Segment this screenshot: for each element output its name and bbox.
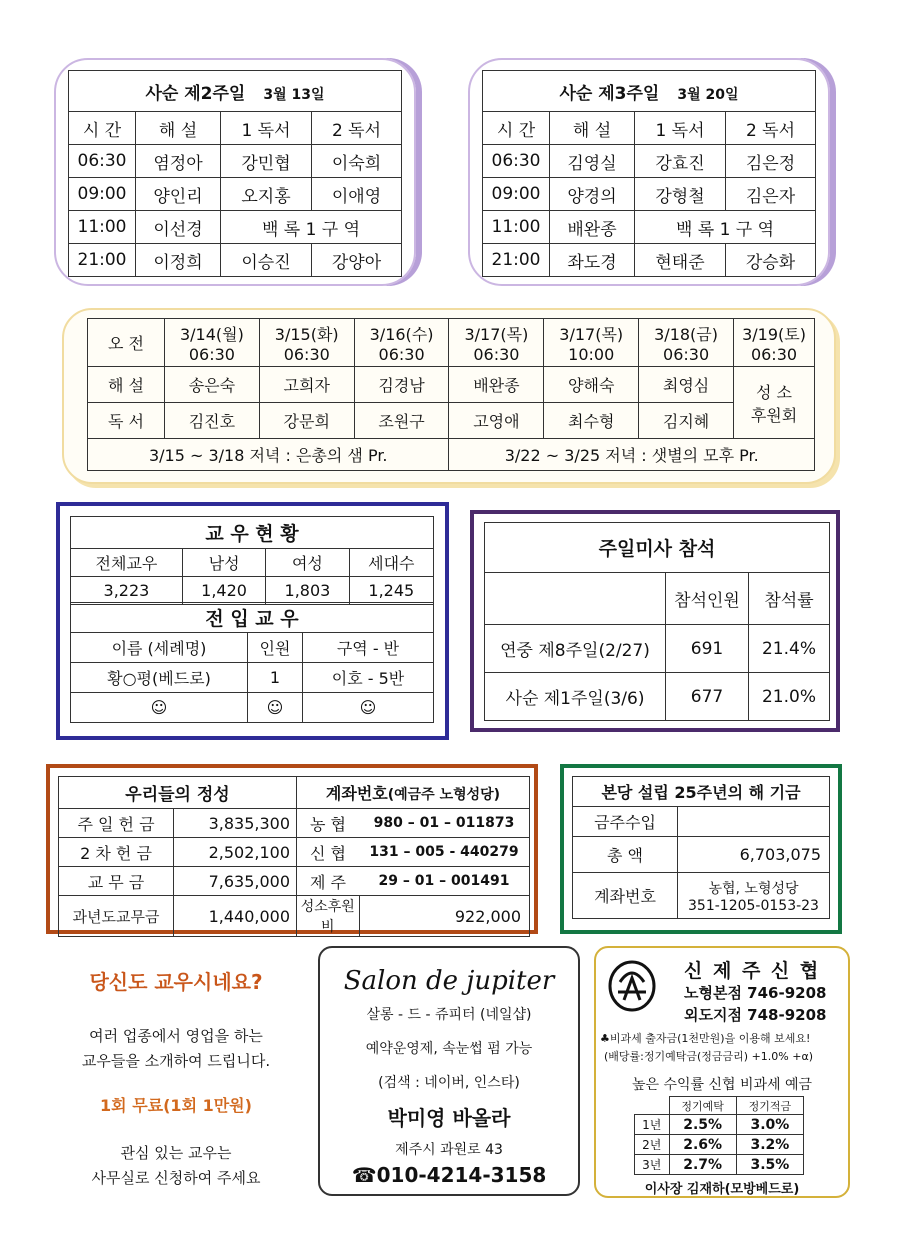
members-table: 교 우 현 황 전체교우 남성 여성 세대수 3,223 1,420 1,803 1,245 [70, 516, 434, 605]
table-row: 11:00 배완종 백 록 1 구 역 [483, 211, 816, 244]
promo-title: 당신도 교우시네요? [89, 970, 263, 994]
members-title: 교 우 현 황 [71, 517, 434, 549]
table-row: 11:00 이선경 백 록 1 구 역 [69, 211, 402, 244]
table-row: 과년도교무금 1,440,000 성소후원비 922,000 [59, 896, 530, 937]
table-row: 09:00 양경의 강형철 김은자 [483, 178, 816, 211]
fund-table: 본당 설립 25주년의 해 기금 금주수입 총 액 6,703,075 계좌번호 농협, 노형성당 351-1205-0153-23 [572, 776, 830, 919]
table-row: 21:00 좌도경 현태준 강승화 [483, 244, 816, 277]
header-reading2: 2 독서 [312, 112, 402, 145]
header-reading1: 1 독서 [221, 112, 312, 145]
table-row: 교 무 금 7,635,000 제 주 29 – 01 – 001491 [59, 867, 530, 896]
table-row: 21:00 이정희 이승진 강양아 [69, 244, 402, 277]
smiley-icon: ☺ [248, 693, 303, 723]
newcomer-title: 전 입 교 우 [71, 603, 434, 633]
shinhyup-ad: 신 제 주 신 협 노형본점 746-9208 외도지점 748-9208 ♣비과세 출자금(1천만원)을 이용해 보세요! (배당률:정기예탁금(정금금리) +1.0% +α) 높은 수익률 신협 비과세 예금 정기예탁 정기적금 1년 2.5% 3.0% 2년 2.6% 3.2% 3년 2.7% 3.5% 이사장 김재하(모방베드로) [594, 946, 850, 1198]
newcomer-table: 전 입 교 우 이름 (세례명) 인원 구역 - 반 황○평(베드로) 1 이호 - 5반 ☺ ☺ ☺ [70, 602, 434, 723]
weekday-schedule-table: 오 전 3/14(월) 06:30 3/15(화) 06:30 3/16(수) 06:30 3/17(목) 06:30 3/17(목) 10:00 3/18(금) 06:30 3/19(토) 06:30 해 설 송은숙 고희자 김경남 배완종 양해숙 최영심 성 소 후원회 독 서 김진호 강문희 조원구 고영애 최수형 김지혜 3/15 ~ 3/18 저녁 : 은총의 샘 Pr. 3/22 ~ 3/25 저녁 : 샛별의 모후 Pr. [87, 318, 815, 471]
salon-ad: Salon de jupiter 살롱 - 드 - 쥬피터 (네일샵) 예약운영제, 속눈썹 펌 가능 (검색 : 네이버, 인스타) 박미영 바올라 제주시 과원로 43 ☎010-4214-3158 [318, 946, 580, 1196]
sunday2-title: 사순 제2주일 3월 13일 [69, 71, 402, 112]
shinhyup-title: 신 제 주 신 협 [684, 960, 821, 982]
sunday2-schedule-table [68, 70, 402, 277]
sunday3-title: 사순 제3주일 3월 20일 [483, 71, 816, 112]
table-row: 2 차 헌 금 2,502,100 신 협 131 – 005 - 440279 [59, 838, 530, 867]
offering-title: 우리들의 정성 [59, 777, 297, 809]
weekday-note-2: 3/22 ~ 3/25 저녁 : 샛별의 모후 Pr. [449, 439, 815, 471]
table-row: 사순 제1주일(3/6) 677 21.0% [485, 673, 830, 721]
attendance-title: 주일미사 참석 [485, 523, 830, 573]
offering-table: 우리들의 정성 계좌번호(예금주 노형성당) 주 일 헌 금 3,835,300 농 협 980 – 01 – 011873 2 차 헌 금 2,502,100 신 협 131 – 005 - 440279 교 무 금 7,635,000 제 주 29 – 01 – 001491 과년도교무금 1,440,000 성소후원비 922,000 [58, 776, 530, 937]
table-row: 연중 제8주일(2/27) 691 21.4% [485, 625, 830, 673]
table-row: 2년 2.6% 3.2% [635, 1135, 804, 1155]
header-time: 시 간 [69, 112, 136, 145]
fund-title: 본당 설립 25주년의 해 기금 [573, 777, 830, 807]
weekday-note-1: 3/15 ~ 3/18 저녁 : 은총의 샘 Pr. [88, 439, 449, 471]
table-row: 3년 2.7% 3.5% [635, 1155, 804, 1175]
credit-union-logo-icon [608, 960, 656, 1012]
header-commentary: 해 설 [136, 112, 221, 145]
promo-section: 당신도 교우시네요? 여러 업종에서 영업을 하는 교우들을 소개하여 드립니다. 1회 무료(1회 1만원) 관심 있는 교우는 사무실로 신청하여 주세요 [52, 966, 300, 1188]
promo-price: 1회 무료(1회 1만원) [100, 1096, 252, 1115]
attendance-table: 주일미사 참석 참석인원 참석률 연중 제8주일(2/27) 691 21.4% 사순 제1주일(3/6) 677 21.0% [484, 522, 830, 721]
smiley-icon: ☺ [303, 693, 434, 723]
rates-table: 정기예탁 정기적금 1년 2.5% 3.0% 2년 2.6% 3.2% 3년 2.7% 3.5% [634, 1096, 804, 1175]
sunday3-schedule-table: 사순 제3주일 3월 20일 시 간 해 설 1 독서 2 독서 06:30 김영실 강효진 김은정 09:00 양경의 강형철 김은자 11:00 배완종 백 록 1 구 역 21:00 좌도경 현태준 강승화 [482, 70, 816, 277]
table-row: 06:30 김영실 강효진 김은정 [483, 145, 816, 178]
shinhyup-chairman: 이사장 김재하(모방베드로) [644, 1182, 800, 1197]
table-row: 주 일 헌 금 3,835,300 농 협 980 – 01 – 011873 [59, 809, 530, 838]
salon-phone: ☎010-4214-3158 [351, 1163, 547, 1187]
salon-owner: 박미영 바올라 [387, 1106, 511, 1130]
table-row: 1년 2.5% 3.0% [635, 1115, 804, 1135]
smiley-icon: ☺ [71, 693, 248, 723]
salon-name: Salon de jupiter [343, 966, 555, 996]
table-row: 06:30 염정아 강민협 이숙희 [69, 145, 402, 178]
table-row: 09:00 양인리 오지홍 이애영 [69, 178, 402, 211]
